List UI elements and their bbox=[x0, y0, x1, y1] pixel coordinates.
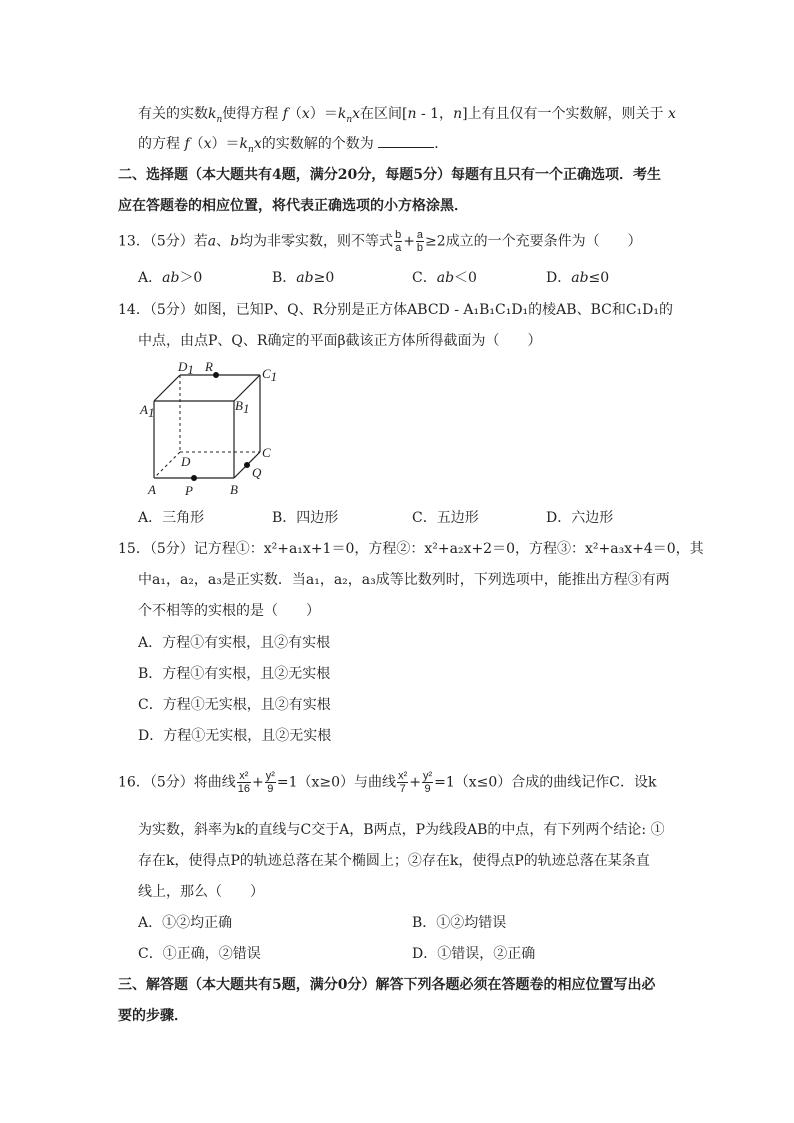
section-2-title-cont: 应在答题卷的相应位置，将代表正确选项的小方格涂黑． bbox=[118, 198, 468, 214]
label-d: D bbox=[181, 454, 191, 469]
label-a1: A1 bbox=[140, 402, 155, 420]
question-15-line-3: 个不相等的实根的是（ ） bbox=[138, 603, 320, 619]
question-14-line-2: 中点，由点P、Q、R确定的平面β截该正方体所得截面为（ ） bbox=[138, 333, 542, 349]
q14-option-b[interactable]: B．四边形 bbox=[272, 510, 339, 526]
question-16-line-4: 线上，那么（ ） bbox=[138, 884, 264, 900]
question-16-line-2: 为实数，斜率为k的直线与C交于A，B两点，P为线段AB的中点，有下列两个结论: ① bbox=[138, 822, 665, 838]
fraction-x2-16: $\frac{\text{x²}}{16}$ bbox=[237, 770, 250, 795]
q15-option-d[interactable]: D．方程①无实根，且②无实根 bbox=[138, 728, 332, 744]
label-r: R bbox=[205, 359, 213, 374]
q16-option-b[interactable]: B．①②均错误 bbox=[412, 915, 507, 931]
label-c: C bbox=[262, 445, 271, 460]
q16-option-c[interactable]: C．①正确，②错误 bbox=[138, 946, 261, 962]
label-b1: B1 bbox=[235, 398, 250, 416]
answer-blank[interactable] bbox=[378, 135, 434, 148]
cube-figure bbox=[136, 358, 286, 504]
point-r bbox=[213, 372, 219, 378]
fraction-x2-7: $\frac{\text{x²}}{7}$ bbox=[398, 770, 408, 795]
label-b: B bbox=[230, 482, 238, 497]
section-2-title: 二、选择题（本大题共有4题，满分20分，每题5分）每题有且只有一个正确选项．考生 bbox=[118, 167, 661, 183]
fraction-a-over-b: $\frac{a}{b}$ bbox=[416, 229, 424, 254]
q14-option-c[interactable]: C．五边形 bbox=[412, 510, 479, 526]
fraction-y2-9b: $\frac{\text{y²}}{9}$ bbox=[422, 770, 433, 795]
q16-option-d[interactable]: D．①错误，②正确 bbox=[412, 946, 536, 962]
question-15-line-1: 15．（5分）记方程①：x²+a₁x+1＝0，方程②：x²+a₂x+2＝0，方程③：x²+a₃x+4＝0，其 bbox=[118, 541, 704, 557]
intro-line-2: 的方程 $f(x)=k_nx$的实数解的个数为 ． bbox=[138, 136, 449, 155]
q16-option-a[interactable]: A．①②均正确 bbox=[138, 915, 233, 931]
fraction-b-over-a: $\frac{b}{a}$ bbox=[395, 229, 402, 254]
point-p bbox=[191, 475, 197, 481]
edge-d1a1 bbox=[154, 375, 180, 401]
q13-option-d[interactable]: D．ab≤0 bbox=[546, 270, 610, 286]
label-a: A bbox=[148, 482, 156, 497]
fraction-y2-9: $\frac{\text{y²}}{9}$ bbox=[265, 770, 275, 795]
q15-option-b[interactable]: B．方程①有实根，且②无实根 bbox=[138, 666, 331, 682]
question-15-line-2: 中a₁，a₂，a₃是正实数．当a₁，a₂，a₃成等比数列时，下列选项中，能推出方程③有两 bbox=[138, 572, 670, 588]
q13-option-c[interactable]: C．ab＜0 bbox=[412, 270, 477, 286]
section-3-title: 三、解答题（本大题共有5题，满分0分）解答下列各题必须在答题卷的相应位置写出必 bbox=[118, 977, 656, 993]
intro-line-1: 有关的实数$k_n$使得方程 $f(x)=k_nx$在区间[n - 1，n]上有且仅有一个实数解，则关于 x bbox=[138, 106, 676, 125]
q15-option-a[interactable]: A．方程①有实根，且②有实根 bbox=[138, 635, 331, 651]
point-q bbox=[244, 462, 250, 468]
label-p: P bbox=[185, 483, 193, 498]
question-14-line-1: 14．（5分）如图，已知P、Q、R分别是正方体ABCD - A₁B₁C₁D₁的棱AB、BC和C₁D₁的 bbox=[118, 302, 673, 318]
label-d1: D1 bbox=[178, 359, 194, 377]
q13-option-b[interactable]: B．ab≥0 bbox=[272, 270, 335, 286]
question-16-line-3: 存在k，使得点P的轨迹总落在某个椭圆上；②存在k，使得点P的轨迹总落在某条直 bbox=[138, 853, 650, 869]
q14-option-d[interactable]: D．六边形 bbox=[546, 510, 614, 526]
section-3-title-cont: 要的步骤． bbox=[118, 1008, 188, 1024]
question-16-line-1: 16．（5分）将曲线 $\frac{\text{x²}}{16}$ + $\frac{\text{y²}}{9}$ =1（x≥0）与曲线 $\frac{\text{x²}}{7}$ + $\frac{\text{y²}}{9}$ =1（x≤0）合成的曲线记作C．设k bbox=[118, 770, 657, 795]
hidden-edge-da bbox=[154, 452, 180, 478]
label-c1: C1 bbox=[262, 366, 278, 384]
q13-option-a[interactable]: A．ab＞0 bbox=[138, 270, 203, 286]
question-13: 13．（5分）若a、b均为非零实数，则不等式 $\frac{b}{a}$ + $\frac{a}{b}$ ≥2成立的一个充要条件为（ ） bbox=[118, 229, 642, 254]
q15-option-c[interactable]: C．方程①无实根，且②有实根 bbox=[138, 697, 331, 713]
label-q: Q bbox=[252, 465, 262, 480]
q14-option-a[interactable]: A．三角形 bbox=[138, 510, 205, 526]
